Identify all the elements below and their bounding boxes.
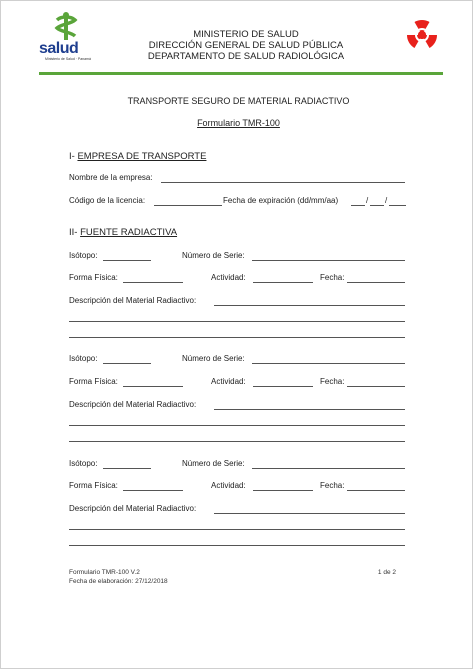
date-separator: / [385,196,388,205]
header-line-2: DIRECCIÓN GENERAL DE SALUD PÚBLICA [148,40,344,51]
date-separator: / [366,196,369,205]
description-field[interactable] [214,305,405,306]
physical-form-field[interactable] [123,386,183,387]
ministry-logo [39,12,91,64]
company-name-field[interactable] [161,182,405,183]
serial-number-field[interactable] [252,260,405,261]
description-line[interactable] [69,321,405,322]
ministry-header [101,29,391,62]
description-label: Descripción del Material Radiactivo: [69,400,197,409]
physical-form-label: Forma Física: [69,273,118,282]
form-title: TRANSPORTE SEGURO DE MATERIAL RADIACTIVO [127,96,350,106]
physical-form-field[interactable] [123,490,183,491]
logo-wordmark: salud [39,40,79,57]
date-field[interactable] [347,282,405,283]
serial-number-field[interactable] [252,468,405,469]
description-line[interactable] [69,425,405,426]
physical-form-label: Forma Física: [69,481,118,490]
activity-label: Actividad: [211,377,246,386]
date-label: Fecha: [320,273,345,282]
date-label: Fecha: [320,377,345,386]
activity-label: Actividad: [211,481,246,490]
serial-number-label: Número de Serie: [182,354,245,363]
isotope-field[interactable] [103,363,151,364]
section-2-title: FUENTE RADIACTIVA [80,227,178,238]
license-code-field[interactable] [154,205,222,206]
activity-field[interactable] [253,282,313,283]
physical-form-field[interactable] [123,282,183,283]
physical-form-label: Forma Física: [69,377,118,386]
activity-label: Actividad: [211,273,246,282]
isotope-label: Isótopo: [69,251,98,260]
section-1-title: EMPRESA DE TRANSPORTE [77,151,207,162]
footer-date: Fecha de elaboración: 27/12/2018 [69,578,168,585]
date-field[interactable] [347,386,405,387]
description-line[interactable] [69,441,405,442]
expiry-date-label: Fecha de expiración (dd/mm/aa) [223,196,339,205]
header-line-3: DEPARTAMENTO DE SALUD RADIOLÓGICA [147,51,345,62]
description-line[interactable] [69,545,405,546]
form-code: Formulario TMR-100 [197,118,280,128]
isotope-label: Isótopo: [69,459,98,468]
section-2-number: II- [69,227,78,238]
activity-field[interactable] [253,490,313,491]
isotope-field[interactable] [103,260,151,261]
description-label: Descripción del Material Radiactivo: [69,504,197,513]
description-line[interactable] [69,529,405,530]
logo-subtext: Ministerio de Salud · Panamá [45,57,91,61]
header-line-1: MINISTERIO DE SALUD [193,29,299,40]
isotope-label: Isótopo: [69,354,98,363]
section-2-heading [69,227,177,238]
date-label: Fecha: [320,481,345,490]
license-code-label: Código de la licencia: [69,196,146,205]
description-label: Descripción del Material Radiactivo: [69,296,197,305]
expiry-month-field[interactable] [370,205,384,206]
serial-number-label: Número de Serie: [182,459,245,468]
date-field[interactable] [347,490,405,491]
serial-number-label: Número de Serie: [182,251,245,260]
radiation-symbol-icon [402,15,442,55]
serial-number-field[interactable] [252,363,405,364]
section-1-number: I- [69,151,75,162]
activity-field[interactable] [253,386,313,387]
page-number: 1 de 2 [377,569,396,576]
company-name-label: Nombre de la empresa: [69,173,153,182]
description-line[interactable] [69,337,405,338]
expiry-year-field[interactable] [389,205,406,206]
description-field[interactable] [214,513,405,514]
expiry-day-field[interactable] [351,205,365,206]
header-divider [39,72,443,75]
section-1-heading [69,151,206,162]
isotope-field[interactable] [103,468,151,469]
description-field[interactable] [214,409,405,410]
footer-form-version: Formulario TMR-100 V.2 [69,569,140,576]
caduceus-icon [51,12,81,42]
